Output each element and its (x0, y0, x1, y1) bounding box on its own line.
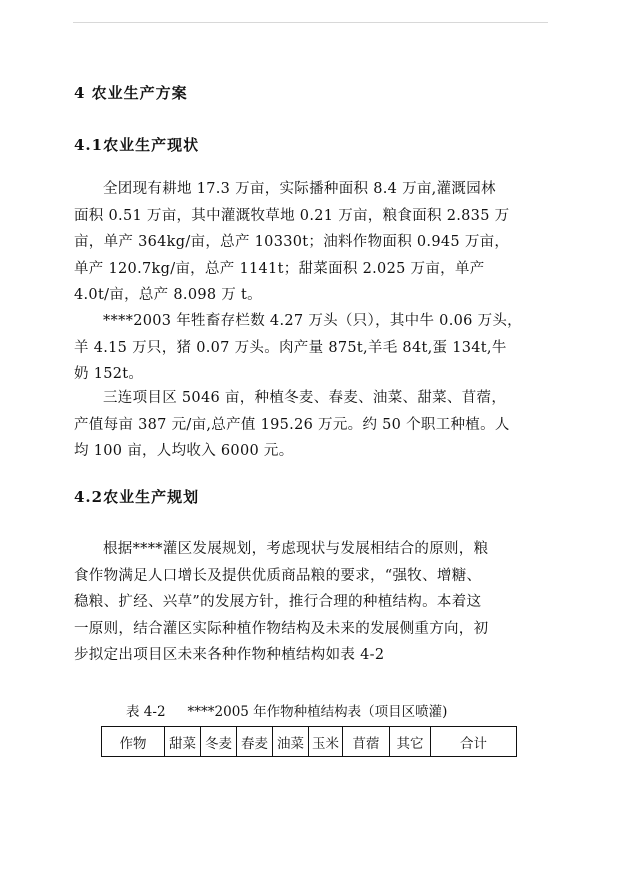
paragraph-farmland (74, 176, 546, 309)
table-caption-label: 表 4-2 (126, 704, 166, 720)
table-caption-text: ****2005 年作物种植结构表（项目区喷灌) (187, 704, 448, 720)
table-header-cell: 玉米 (309, 727, 343, 757)
page-header-rule (73, 22, 548, 23)
table-header-cell: 作物 (102, 727, 165, 757)
paragraph-line: 一原则，结合灌区实际种植作物结构及未来的发展侧重方向，初 (74, 620, 489, 637)
paragraph-line: 羊 4.15 万只，猪 0.07 万头。肉产量 875t,羊毛 84t,蛋 134t,牛 (74, 339, 507, 356)
table-header-cell: 油菜 (273, 727, 309, 757)
table-caption (126, 700, 447, 720)
paragraph-line: 面积 0.51 万亩，其中灌溉牧草地 0.21 万亩，粮食面积 2.835 万 (74, 207, 510, 224)
table-header-cell: 春麦 (237, 727, 273, 757)
paragraph-line: 根据****灌区发展规划，考虑现状与发展相结合的原则，粮 (103, 541, 489, 557)
table-header-cell: 苜蓿 (343, 727, 390, 757)
paragraph-line: 产值每亩 387 元/亩,总产值 195.26 万元。约 50 个职工种植。人 (74, 416, 510, 433)
paragraph-line: 三连项目区 5046 亩，种植冬麦、春麦、油菜、甜菜、苜蓿， (103, 390, 507, 406)
table-header-row (102, 727, 517, 757)
table-header-cell: 甜菜 (165, 727, 201, 757)
paragraph-livestock (74, 308, 546, 388)
paragraph-line: 全团现有耕地 17.3 万亩，实际播种面积 8.4 万亩,灌溉园林 (103, 181, 496, 197)
crop-structure-table (101, 726, 517, 757)
paragraph-line: 食作物满足人口增长及提供优质商品粮的要求，“强牧、增糖、 (74, 567, 482, 584)
paragraph-line: 亩，单产 364kg/亩，总产 10330t；油料作物面积 0.945 万亩， (74, 234, 510, 250)
table-header-cell: 其它 (390, 727, 431, 757)
paragraph-line: 稳粮、扩经、兴草”的发展方针，推行合理的种植结构。本着这 (74, 594, 482, 610)
section-title: 4 农业生产方案 (74, 84, 188, 102)
paragraph-line: 奶 152t。 (74, 366, 144, 382)
table-header-cell: 合计 (431, 727, 517, 757)
paragraph-planning (74, 536, 546, 669)
subsection-title-planning: 4.2农业生产规划 (74, 488, 200, 506)
paragraph-project-area (74, 385, 546, 465)
paragraph-line: 均 100 亩，人均收入 6000 元。 (74, 443, 294, 459)
paragraph-line: 单产 120.7kg/亩，总产 1141t；甜菜面积 2.025 万亩，单产 (74, 260, 485, 277)
subsection-title-status: 4.1农业生产现状 (74, 136, 200, 154)
table-header-cell: 冬麦 (201, 727, 237, 757)
paragraph-line: ****2003 年牲畜存栏数 4.27 万头（只），其中牛 0.06 万头， (103, 313, 522, 329)
paragraph-line: 步拟定出项目区未来各种作物种植结构如表 4-2 (74, 647, 385, 663)
paragraph-line: 4.0t/亩，总产 8.098 万 t。 (74, 287, 262, 303)
